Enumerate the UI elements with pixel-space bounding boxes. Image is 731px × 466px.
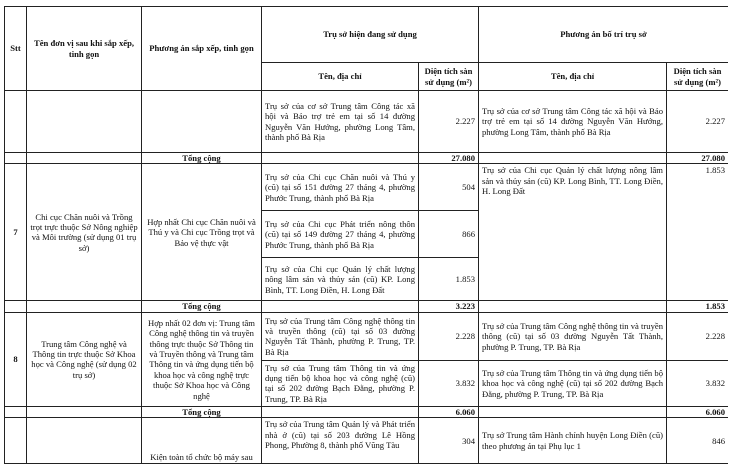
total-current-area: 27.080 [419, 153, 479, 164]
header-stt: Stt [5, 7, 27, 91]
table-row [5, 418, 729, 464]
current-area-cell: 3.832 [419, 360, 479, 406]
current-hq-cell: Trụ sở của Chi cục Quản lý chất lượng nông lâm sản và thủy sản (cũ) KP. Long Bình, TT. Long Điền, H. Long Đất [262, 258, 419, 301]
layout-area-cell: 846 [667, 418, 729, 464]
current-hq-cell: Trụ sở của Chi cục Chăn nuôi và Thú y (cũ) tại số 151 đường 27 tháng 4, phường Phước Trung, thành phố Bà Rịa [262, 164, 419, 211]
layout-hq-cell: Trụ sở của cơ sở Trung tâm Công tác xã hội và Bảo trợ trẻ em tại số 14 đường Nguyễn Văn Hướng, phường Long Tâm, thành phố Bà Rịa [479, 91, 667, 153]
row-stt: 7 [5, 164, 27, 301]
header-area-used: Diện tích sàn sử dụng (m²) [419, 63, 479, 91]
layout-hq-cell: Trụ sở của Chi cục Quản lý chất lượng nông lâm sản và thủy sản (cũ) KP. Long Bình, TT. Long Điền, H. Long Đất [479, 164, 667, 301]
header-unit-name: Tên đơn vị sau khi sắp xếp, tinh gọn [27, 7, 142, 91]
current-hq-cell: Trụ sở của Chi cục Phát triển nông thôn (cũ) tại số 149 đường 27 tháng 4, phường Phước Trung, thành phố Bà Rịa [262, 211, 419, 258]
total-row [5, 153, 729, 164]
total-current-area: 6.060 [419, 406, 479, 417]
current-hq-cell: Trụ sở của Trung tâm Thông tin và ứng dụng tiến bộ khoa học và công nghệ (cũ) tại số 202 đường Bạch Đằng, phường P. Trung, TP. Bà Rịa [262, 360, 419, 406]
header-plan: Phương án sắp xếp, tinh gọn [142, 7, 262, 91]
plan-cell: Hợp nhất Chi cục Chăn nuôi và Thú y và Chi cục Trồng trọt và Bảo vệ thực vật [142, 164, 262, 301]
current-area-cell: 304 [419, 418, 479, 464]
total-row [5, 406, 729, 417]
layout-area-cell: 3.832 [667, 360, 729, 406]
layout-hq-cell: Trụ sở Trung tâm Hành chính huyện Long Điền (cũ) theo phương án tại Phụ lục 1 [479, 418, 667, 464]
current-area-cell: 866 [419, 211, 479, 258]
total-layout-area: 1.853 [667, 301, 729, 312]
header-name-address-2: Tên, địa chỉ [479, 63, 667, 91]
table-row [5, 91, 729, 153]
unit-name-cell: Trung tâm Công nghệ và Thông tin trực thuộc Sở Khoa học và Công nghệ (sử dụng 02 trụ sở) [27, 312, 142, 406]
current-area-cell: 504 [419, 164, 479, 211]
facility-table [4, 6, 728, 464]
total-label: Tổng cộng [142, 406, 262, 417]
layout-area-cell: 2.227 [667, 91, 729, 153]
total-label: Tổng cộng [142, 301, 262, 312]
document-page [4, 6, 728, 466]
layout-hq-cell: Trụ sở của Trung tâm Thông tin và ứng dụng tiến bộ khoa học và công nghệ (cũ) tại số 202 đường Bạch Đằng, phường P. Trung, TP. Bà Rịa [479, 360, 667, 406]
total-layout-area: 6.060 [667, 406, 729, 417]
total-label: Tổng cộng [142, 153, 262, 164]
total-row [5, 301, 729, 312]
header-name-address: Tên, địa chỉ [262, 63, 419, 91]
header-current-hq: Trụ sở hiện đang sử dụng [262, 7, 479, 63]
unit-name-cell: Chi cục Chăn nuôi và Trồng trọt trực thuộc Sở Nông nghiệp và Môi trường (sử dụng 01 trụ sở) [27, 164, 142, 301]
current-hq-cell: Trụ sở của Trung tâm Quản lý và Phát triển nhà ở (cũ) tại số 203 đường Lê Hồng Phong, Phường 8, thành phố Vũng Tàu [262, 418, 419, 464]
row-stt: 8 [5, 312, 27, 406]
plan-cell: Kiện toàn tổ chức bộ máy sau [142, 418, 262, 464]
table-row [5, 312, 729, 360]
total-current-area: 3.223 [419, 301, 479, 312]
layout-area-cell: 2.228 [667, 312, 729, 360]
current-area-cell: 2.228 [419, 312, 479, 360]
layout-hq-cell: Trụ sở của Trung tâm Công nghệ thông tin và truyền thông (cũ) tại số 03 đường Nguyễn Tất Thành, phường P. Trung, TP. Bà Rịa [479, 312, 667, 360]
current-area-cell: 2.227 [419, 91, 479, 153]
current-hq-cell: Trụ sở của cơ sở Trung tâm Công tác xã hội và Bảo trợ trẻ em tại số 14 đường Nguyễn Văn Hướng, phường Long Tâm, thành phố Bà Rịa [262, 91, 419, 153]
current-area-cell: 1.853 [419, 258, 479, 301]
header-area-used-2: Diện tích sàn sử dụng (m²) [667, 63, 729, 91]
table-row [5, 164, 729, 211]
current-hq-cell: Trụ sở của Trung tâm Công nghệ thông tin và truyền thông (cũ) tại số 03 đường Nguyễn Tất Thành, phường P. Trung, TP. Bà Rịa [262, 312, 419, 360]
header-layout-plan: Phương án bố trí trụ sở [479, 7, 729, 63]
plan-cell: Hợp nhất 02 đơn vị: Trung tâm Công nghệ thông tin và truyền thông trực thuộc Sở Thông tin và Truyền thông và Trung tâm Thông tin và ứng dụng tiến bộ khoa học và công nghệ trực thuộc Sở Khoa học và Công nghệ [142, 312, 262, 406]
layout-area-cell: 1.853 [667, 164, 729, 301]
total-layout-area: 27.080 [667, 153, 729, 164]
